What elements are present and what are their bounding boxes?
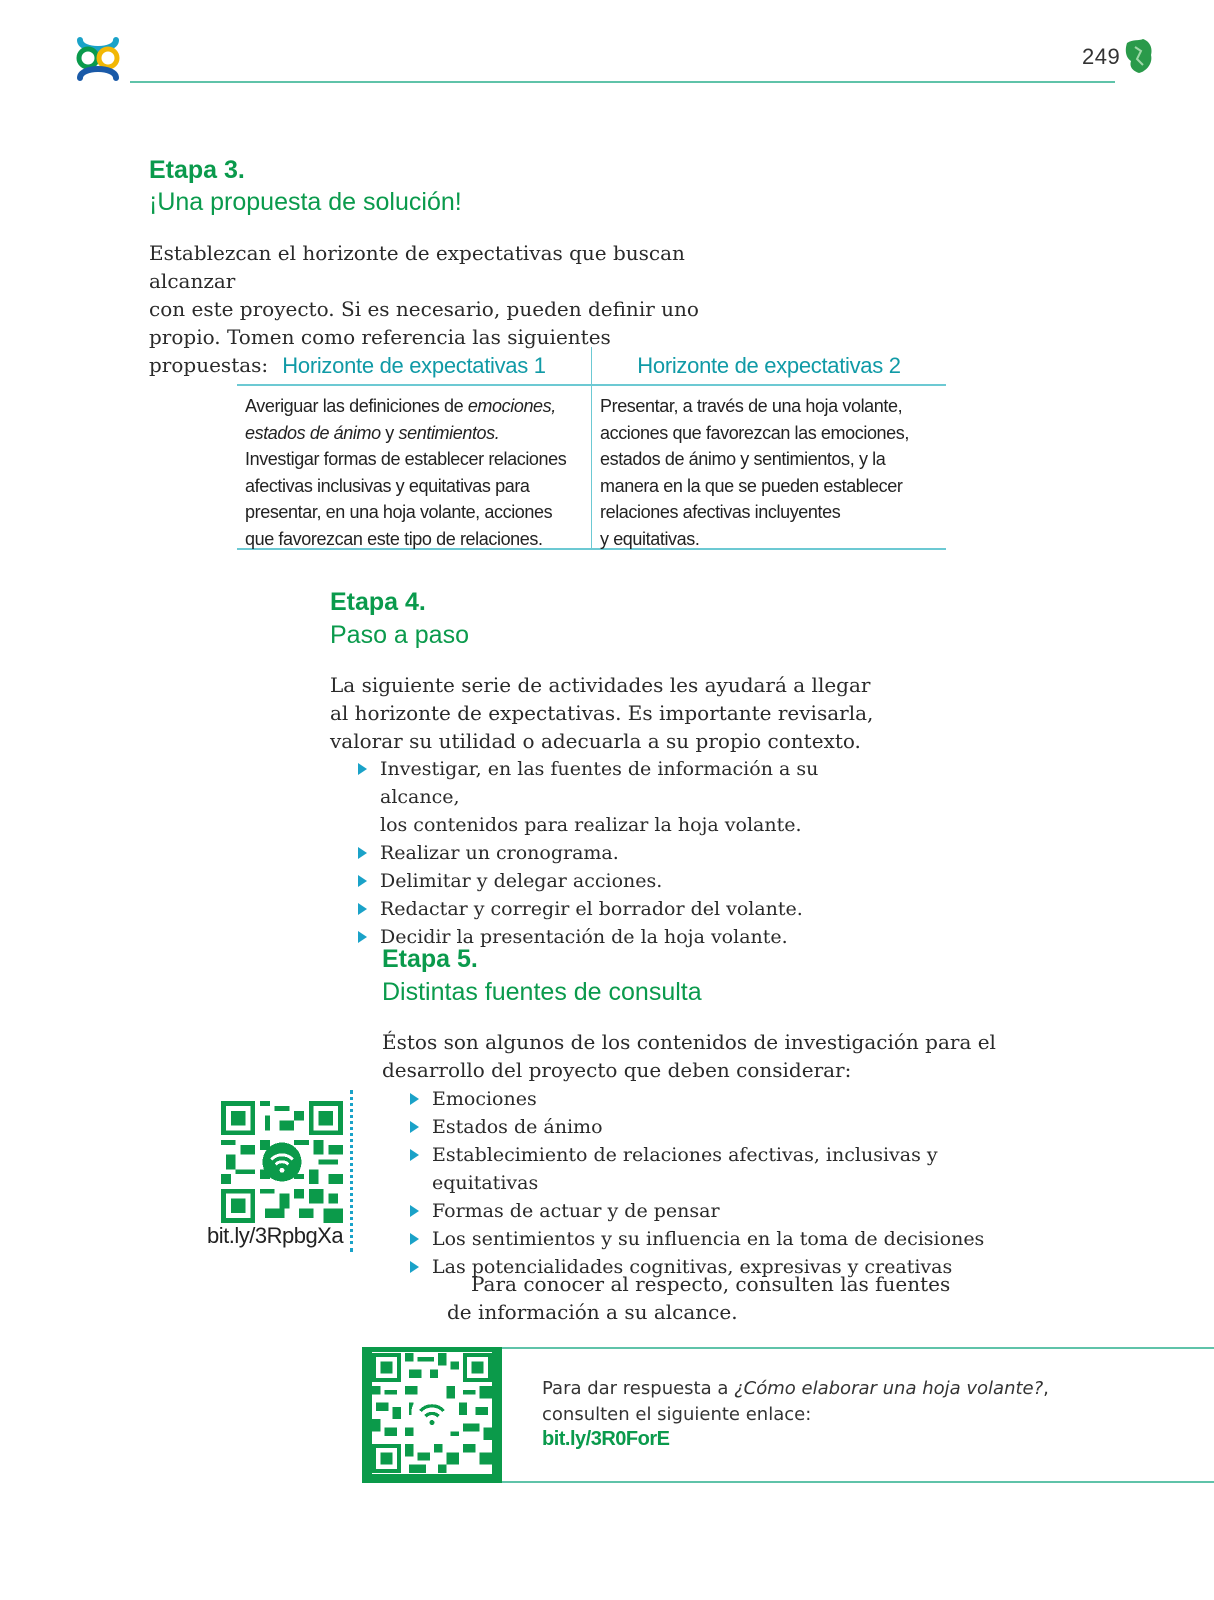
- list-item: Redactar y corregir el borrador del volante.: [355, 895, 895, 923]
- triangle-bullet-icon: [358, 931, 367, 943]
- cell-line: presentar, en una hoja volante, acciones: [245, 502, 553, 522]
- list-item: Investigar, en las fuentes de información a su alcance,: [355, 755, 895, 811]
- qr-link-text[interactable]: bit.ly/3RpbgXa: [207, 1223, 344, 1248]
- etapa3-title: Etapa 3.: [149, 156, 245, 184]
- qr-code-icon[interactable]: [221, 1101, 343, 1223]
- list-item: Formas de actuar y de pensar: [407, 1197, 987, 1225]
- triangle-bullet-icon: [410, 1149, 419, 1161]
- triangle-bullet-icon: [410, 1261, 419, 1273]
- etapa4-title: Etapa 4.: [330, 588, 426, 616]
- table-header-col1: Horizonte de expectativas 1: [237, 347, 592, 384]
- triangle-bullet-icon: [358, 875, 367, 887]
- cell-line: relaciones afectivas incluyentes: [600, 502, 841, 522]
- triangle-bullet-icon: [358, 847, 367, 859]
- list-item: Emociones: [407, 1085, 987, 1113]
- cell-line: Investigar formas de establecer relaciones: [245, 449, 567, 469]
- paragraph-line: Para conocer al respecto, consulten las fuentes: [471, 1272, 951, 1296]
- paragraph-line: valorar su utilidad o adecuarla a su propio contexto.: [330, 729, 861, 753]
- paragraph-line: desarrollo del proyecto que deben considerar:: [382, 1058, 852, 1082]
- paragraph-line: con este proyecto. Si es necesario, pueden definir uno: [149, 297, 699, 321]
- triangle-bullet-icon: [358, 903, 367, 915]
- resource-link[interactable]: bit.ly/3R0ForE: [542, 1428, 670, 1450]
- program-logo-icon: [70, 32, 126, 84]
- page-number: 249: [1082, 44, 1121, 69]
- resource-text-line: consulten el siguiente enlace:: [542, 1404, 812, 1425]
- triangle-bullet-icon: [410, 1093, 419, 1105]
- etapa3-subtitle: ¡Una propuesta de solución!: [149, 188, 462, 216]
- paragraph-line: propio. Tomen como referencia las siguientes propuestas:: [149, 325, 611, 377]
- etapa5-subtitle: Distintas fuentes de consulta: [382, 978, 702, 1006]
- etapa4-subtitle: Paso a paso: [330, 621, 469, 649]
- etapa4-list: [355, 755, 895, 951]
- cell-line: manera en la que se pueden establecer: [600, 475, 903, 496]
- triangle-bullet-icon: [410, 1233, 419, 1245]
- list-item: los contenidos para realizar la hoja volante.: [380, 814, 802, 836]
- dotted-divider: [350, 1090, 353, 1252]
- cell-line: afectivas inclusivas y equitativas para: [245, 475, 530, 496]
- cell-line: y equitativas.: [600, 528, 700, 549]
- etapa5-closing: [447, 1270, 967, 1326]
- cell-line: estados de ánimo y sentimientos.: [245, 422, 500, 443]
- list-item: Decidir la presentación de la hoja volante.: [355, 923, 895, 951]
- paragraph-line: de información a su alcance.: [447, 1300, 738, 1324]
- etapa5-list: [407, 1085, 987, 1281]
- etapa5-paragraph: [382, 1028, 1002, 1084]
- expectations-table: [237, 347, 946, 550]
- list-item: Delimitar y delegar acciones.: [355, 867, 895, 895]
- table-header-row: [237, 347, 946, 386]
- etapa4-paragraph: [330, 671, 890, 755]
- table-cell-col2: [592, 386, 946, 548]
- table-cell-col1: [237, 386, 592, 548]
- triangle-bullet-icon: [358, 763, 367, 775]
- cell-line: Averiguar las definiciones de emociones,: [245, 396, 556, 416]
- table-row: [237, 386, 946, 550]
- qr-code-icon[interactable]: [372, 1352, 492, 1474]
- table-header-col2: Horizonte de expectativas 2: [637, 353, 901, 378]
- list-item: Establecimiento de relaciones afectivas, inclusivas y equitativas: [407, 1141, 987, 1197]
- cell-line: Presentar, a través de una hoja volante,: [600, 396, 903, 416]
- leaf-decoration-icon: [1123, 37, 1155, 75]
- list-item: Estados de ánimo: [407, 1113, 987, 1141]
- list-item: Las potencialidades cognitivas, expresivas y creativas: [407, 1253, 987, 1281]
- cell-line: que favorezcan este tipo de relaciones.: [245, 528, 543, 549]
- paragraph-line: Establezcan el horizonte de expectativas que buscan alcanzar: [149, 241, 685, 293]
- list-item: Los sentimientos y su influencia en la toma de decisiones: [407, 1225, 987, 1253]
- cell-line: estados de ánimo y sentimientos, y la: [600, 449, 886, 469]
- triangle-bullet-icon: [410, 1205, 419, 1217]
- cell-line: acciones que favorezcan las emociones,: [600, 422, 909, 443]
- paragraph-line: Éstos son algunos de los contenidos de investigación para el: [382, 1030, 996, 1054]
- triangle-bullet-icon: [410, 1121, 419, 1133]
- header-rule: [130, 81, 1115, 83]
- paragraph-line: La siguiente serie de actividades les ayudará a llegar: [330, 673, 871, 697]
- paragraph-line: al horizonte de expectativas. Es importante revisarla,: [330, 701, 874, 725]
- list-item: Realizar un cronograma.: [355, 839, 895, 867]
- etapa5-title: Etapa 5.: [382, 945, 478, 973]
- resource-text-line: Para dar respuesta a ¿Cómo elaborar una hoja volante?,: [542, 1378, 1049, 1399]
- resource-text: [542, 1376, 1049, 1428]
